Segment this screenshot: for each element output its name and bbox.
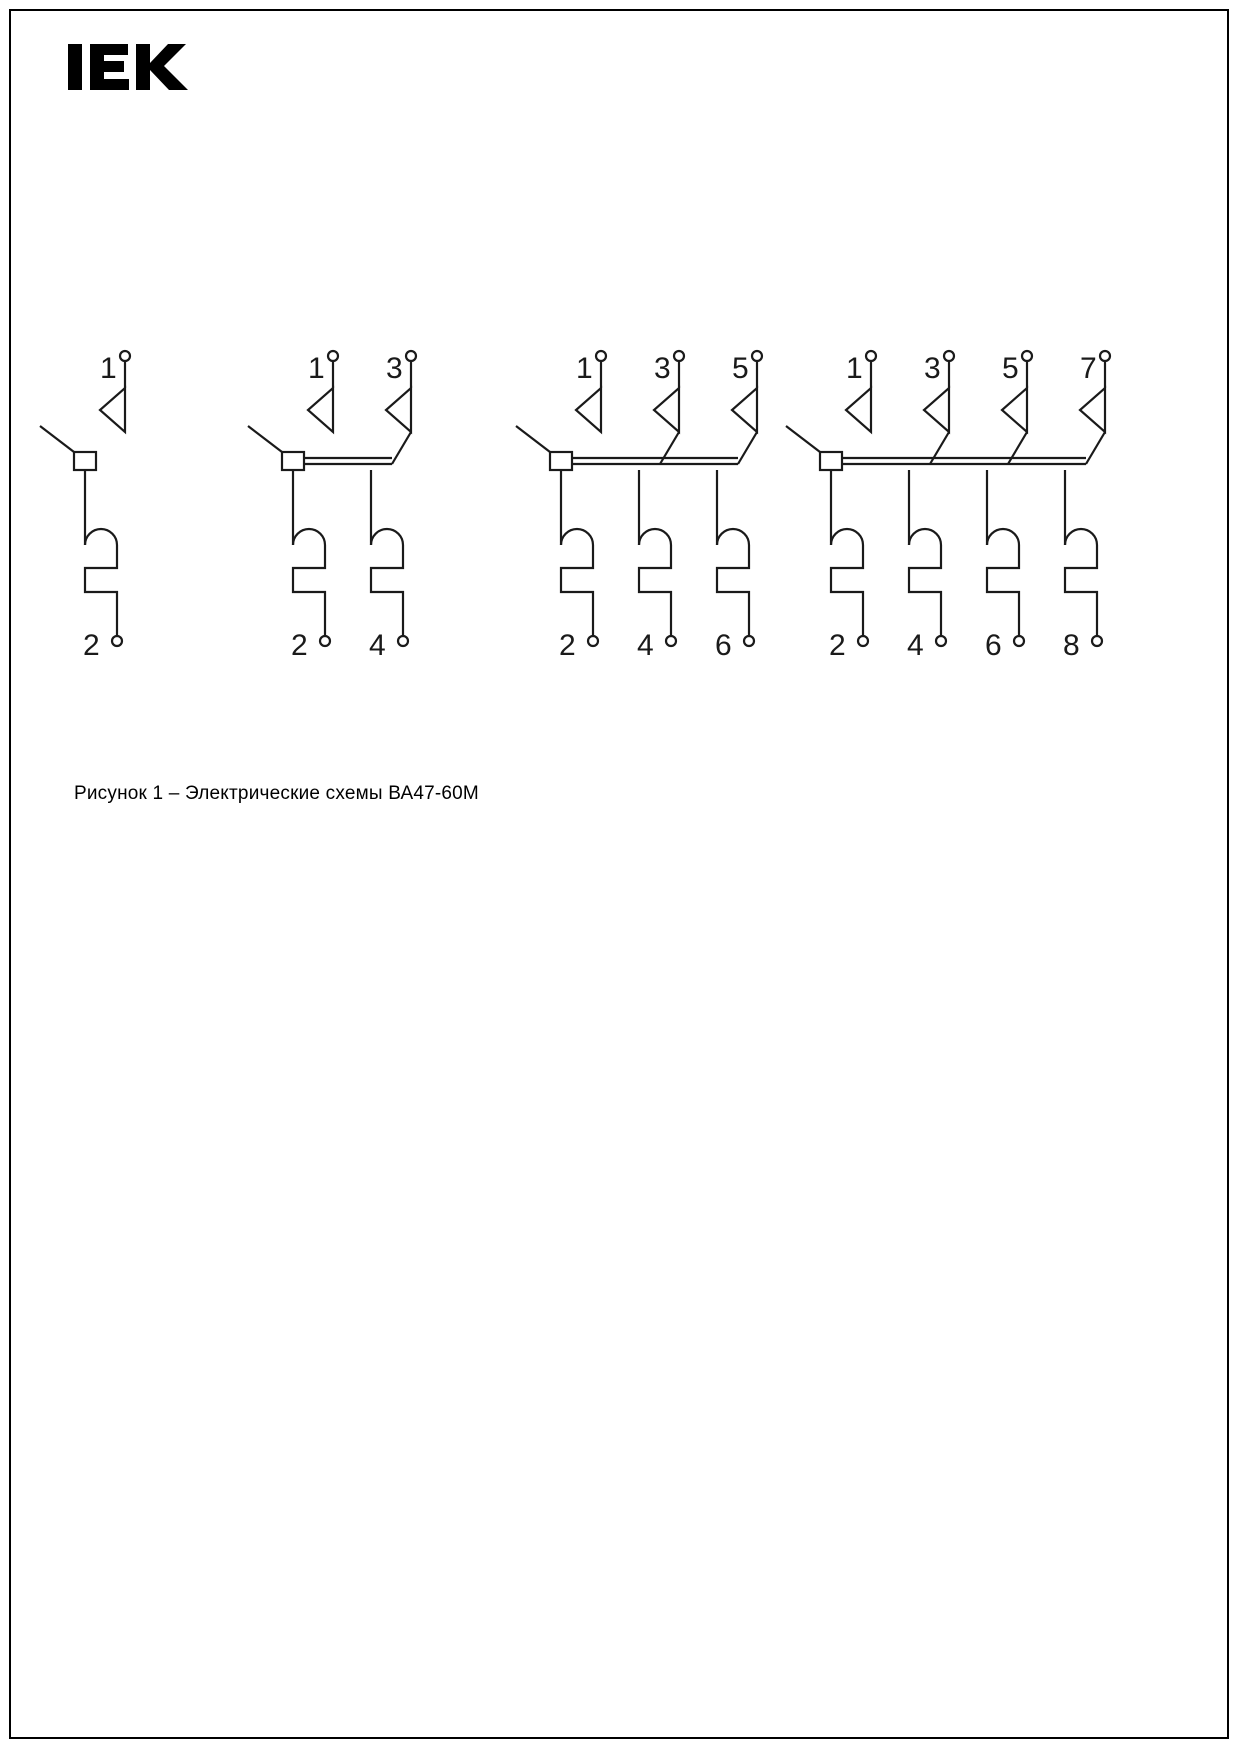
terminal-label-top: 5 [732,352,749,385]
terminal-label-top: 3 [386,352,403,385]
diagram-1-pole [40,351,130,662]
terminal-label-bottom: 6 [715,629,732,662]
diagram-3-pole [516,351,762,662]
terminal-label-bottom: 2 [829,629,846,662]
terminal-label-top: 3 [924,352,941,385]
page-border [9,9,1229,1739]
terminal-label-bottom: 4 [369,629,386,662]
terminal-label-top: 3 [654,352,671,385]
terminal-label-top: 1 [846,352,863,385]
diagram-4-pole [786,351,1110,662]
terminal-label-top: 1 [100,352,117,385]
terminal-label-top: 1 [308,352,325,385]
terminal-label-top: 5 [1002,352,1019,385]
terminal-label-bottom: 6 [985,629,1002,662]
terminal-label-top: 1 [576,352,593,385]
terminal-label-bottom: 2 [291,629,308,662]
terminal-label-top: 7 [1080,352,1097,385]
terminal-label-bottom: 2 [83,629,100,662]
terminal-label-bottom: 4 [637,629,654,662]
terminal-label-bottom: 2 [559,629,576,662]
iek-logo [66,36,196,100]
figure-caption: Рисунок 1 – Электрические схемы ВА47-60М [74,783,479,804]
diagram-2-pole [248,351,416,662]
schematic-diagrams [0,300,1240,700]
terminal-label-bottom: 4 [907,629,924,662]
terminal-label-bottom: 8 [1063,629,1080,662]
